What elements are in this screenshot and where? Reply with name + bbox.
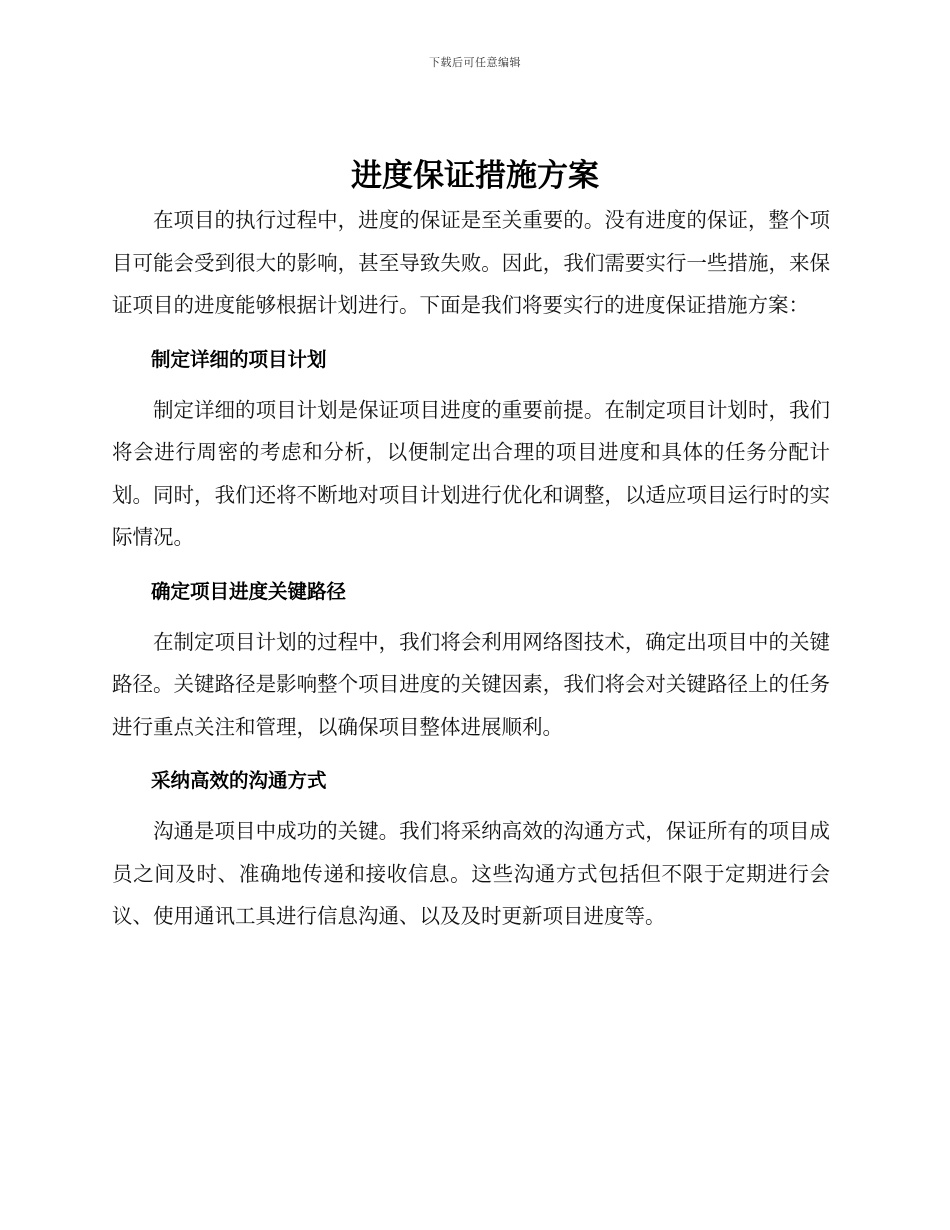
- section-heading-communication: 采纳高效的沟通方式: [151, 769, 327, 792]
- page-header-note: 下载后可任意编辑: [429, 56, 521, 69]
- intro-paragraph: 在项目的执行过程中，进度的保证是至关重要的。没有进度的保证，整个项目可能会受到很大的影响，甚至导致失败。因此，我们需要实行一些措施，来保证项目的进度能够根据计划进行。下面是我们将要实行的进度保证措施方案：: [112, 208, 830, 317]
- document-body: [112, 199, 830, 938]
- section-paragraph-critical-path: 在制定项目计划的过程中，我们将会利用网络图技术，确定出项目中的关键路径。关键路径是影响整个项目进度的关键因素，我们将会对关键路径上的任务进行重点关注和管理，以确保项目整体进展顺利。: [112, 629, 830, 739]
- section-heading-project-plan: 制定详细的项目计划: [151, 347, 327, 371]
- section-paragraph-communication: 沟通是项目中成功的关键。我们将采纳高效的沟通方式，保证所有的项目成员之间及时、准确地传递和接收信息。这些沟通方式包括但不限于定期进行会议、使用通讯工具进行信息沟通、以及及时更新项目进度等。: [112, 819, 830, 928]
- section-heading-critical-path: 确定项目进度关键路径: [151, 579, 347, 603]
- document-title: 进度保证措施方案: [351, 158, 599, 194]
- section-paragraph-project-plan: 制定详细的项目计划是保证项目进度的重要前提。在制定项目计划时，我们将会进行周密的考虑和分析，以便制定出合理的项目进度和具体的任务分配计划。同时，我们还将不断地对项目计划进行优化和调整，以适应项目运行时的实际情况。: [112, 397, 830, 549]
